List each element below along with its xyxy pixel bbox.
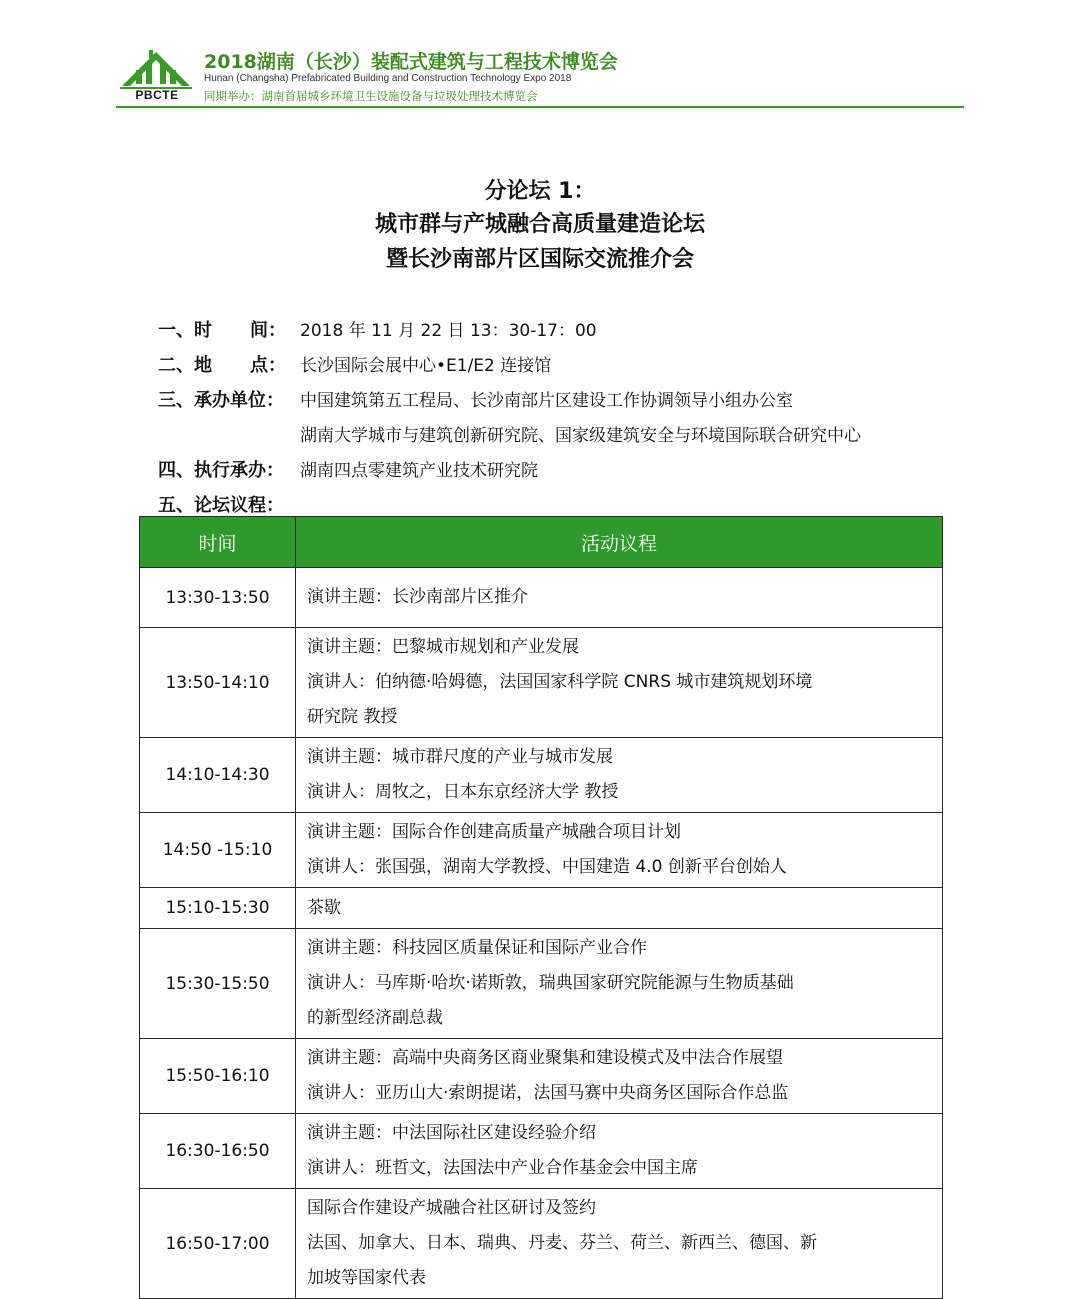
agenda-activity-line: 演讲人：亚历山大·索朗提诺，法国马赛中央商务区国际合作总监: [307, 1083, 789, 1103]
info-label-time: 一、时 间：: [158, 320, 286, 341]
table-row: [140, 813, 943, 888]
info-label-executor: 四、执行承办：: [158, 460, 284, 481]
agenda-time-cell: 14:50 -15:10: [140, 813, 296, 888]
agenda-activity-line: 法国、加拿大、日本、瑞典、丹麦、芬兰、荷兰、新西兰、德国、新: [307, 1233, 817, 1253]
logo-text: PBCTE: [135, 88, 179, 102]
info-value-organizer-2: 湖南大学城市与建筑创新研究院、国家级建筑安全与环境国际联合研究中心: [300, 426, 861, 446]
agenda-activity-line: 演讲主题：中法国际社区建设经验介绍: [307, 1123, 596, 1143]
agenda-activity-line: 演讲人：张国强，湖南大学教授、中国建造 4.0 创新平台创始人: [307, 857, 787, 877]
agenda-activity-cell: [296, 628, 943, 738]
agenda-activity-line: 演讲主题：高端中央商务区商业聚集和建设模式及中法合作展望: [307, 1048, 783, 1068]
table-row: [140, 628, 943, 738]
agenda-time-cell: 13:30-13:50: [140, 568, 296, 628]
agenda-activity-line: 演讲人：班哲文，法国法中产业合作基金会中国主席: [307, 1158, 698, 1178]
expo-subtitle-english: Hunan (Changsha) Prefabricated Building and Construction Technology Expo 2018: [204, 73, 572, 84]
agenda-time-cell: 15:30-15:50: [140, 929, 296, 1039]
info-value-executor: 湖南四点零建筑产业技术研究院: [300, 461, 538, 481]
agenda-activity-line: 演讲主题：长沙南部片区推介: [307, 587, 528, 607]
table-row: [140, 1189, 943, 1299]
expo-title: 2018湖南（长沙）装配式建筑与工程技术博览会: [204, 51, 618, 73]
agenda-activity-line: 加坡等国家代表: [307, 1268, 426, 1288]
agenda-activity-line: 演讲主题：科技园区质量保证和国际产业合作: [307, 938, 647, 958]
agenda-time-cell: 14:10-14:30: [140, 738, 296, 813]
table-row: [140, 929, 943, 1039]
forum-main-title: 城市群与产城融合高质量建造论坛: [374, 212, 705, 237]
agenda-activity-line: 演讲人：周牧之，日本东京经济大学 教授: [307, 782, 619, 802]
header-divider: [116, 106, 964, 108]
agenda-activity-cell: [296, 1114, 943, 1189]
agenda-activity-cell: [296, 929, 943, 1039]
agenda-time-cell: 15:10-15:30: [140, 888, 296, 929]
agenda-activity-cell: [296, 568, 943, 628]
agenda-activity-line: 演讲主题：城市群尺度的产业与城市发展: [307, 747, 613, 767]
table-row: [140, 888, 943, 929]
info-value-organizer: 中国建筑第五工程局、长沙南部片区建设工作协调领导小组办公室: [300, 391, 793, 411]
agenda-activity-line: 研究院 教授: [307, 707, 398, 727]
agenda-activity-cell: [296, 813, 943, 888]
agenda-time-cell: 16:30-16:50: [140, 1114, 296, 1189]
agenda-activity-line: 演讲人：马库斯·哈坎·诺斯敦，瑞典国家研究院能源与生物质基础: [307, 973, 794, 993]
forum-number-title: 分论坛 1：: [484, 179, 596, 204]
info-value-time: 2018 年 11 月 22 日 13：30-17：00: [300, 321, 597, 341]
agenda-time-cell: 16:50-17:00: [140, 1189, 296, 1299]
table-row: [140, 738, 943, 813]
agenda-activity-cell: [296, 1039, 943, 1114]
column-header-time: 时间: [140, 517, 296, 568]
expo-header: [0, 0, 1080, 112]
agenda-activity-cell: [296, 1189, 943, 1299]
info-label-organizer: 三、承办单位：: [158, 390, 284, 411]
forum-sub-title: 暨长沙南部片区国际交流推介会: [385, 247, 694, 272]
info-label-agenda: 五、论坛议程：: [158, 495, 284, 516]
agenda-activity-cell: [296, 738, 943, 813]
table-header-row: [140, 517, 943, 568]
info-label-venue: 二、地 点：: [158, 355, 286, 376]
agenda-table: [139, 516, 943, 1299]
column-header-activity: 活动议程: [296, 517, 943, 568]
info-value-venue: 长沙国际会展中心•E1/E2 连接馆: [300, 356, 552, 376]
agenda-time-cell: 13:50-14:10: [140, 628, 296, 738]
agenda-activity-line: 国际合作建设产城融合社区研讨及签约: [307, 1198, 596, 1218]
table-row: [140, 1114, 943, 1189]
agenda-activity-line: 演讲人：伯纳德·哈姆德，法国国家科学院 CNRS 城市建筑规划环境: [307, 672, 813, 692]
agenda-activity-line: 演讲主题：国际合作创建高质量产城融合项目计划: [307, 822, 681, 842]
agenda-time-cell: 15:50-16:10: [140, 1039, 296, 1114]
agenda-activity-line: 的新型经济副总裁: [307, 1008, 443, 1028]
agenda-activity-line: 茶歇: [307, 897, 341, 918]
expo-subtitle-chinese: 同期举办：湖南首届城乡环境卫生设施设备与垃圾处理技术博览会: [204, 89, 538, 103]
table-row: [140, 568, 943, 628]
agenda-activity-cell: [296, 888, 943, 929]
table-row: [140, 1039, 943, 1114]
agenda-activity-line: 演讲主题：巴黎城市规划和产业发展: [307, 637, 579, 657]
